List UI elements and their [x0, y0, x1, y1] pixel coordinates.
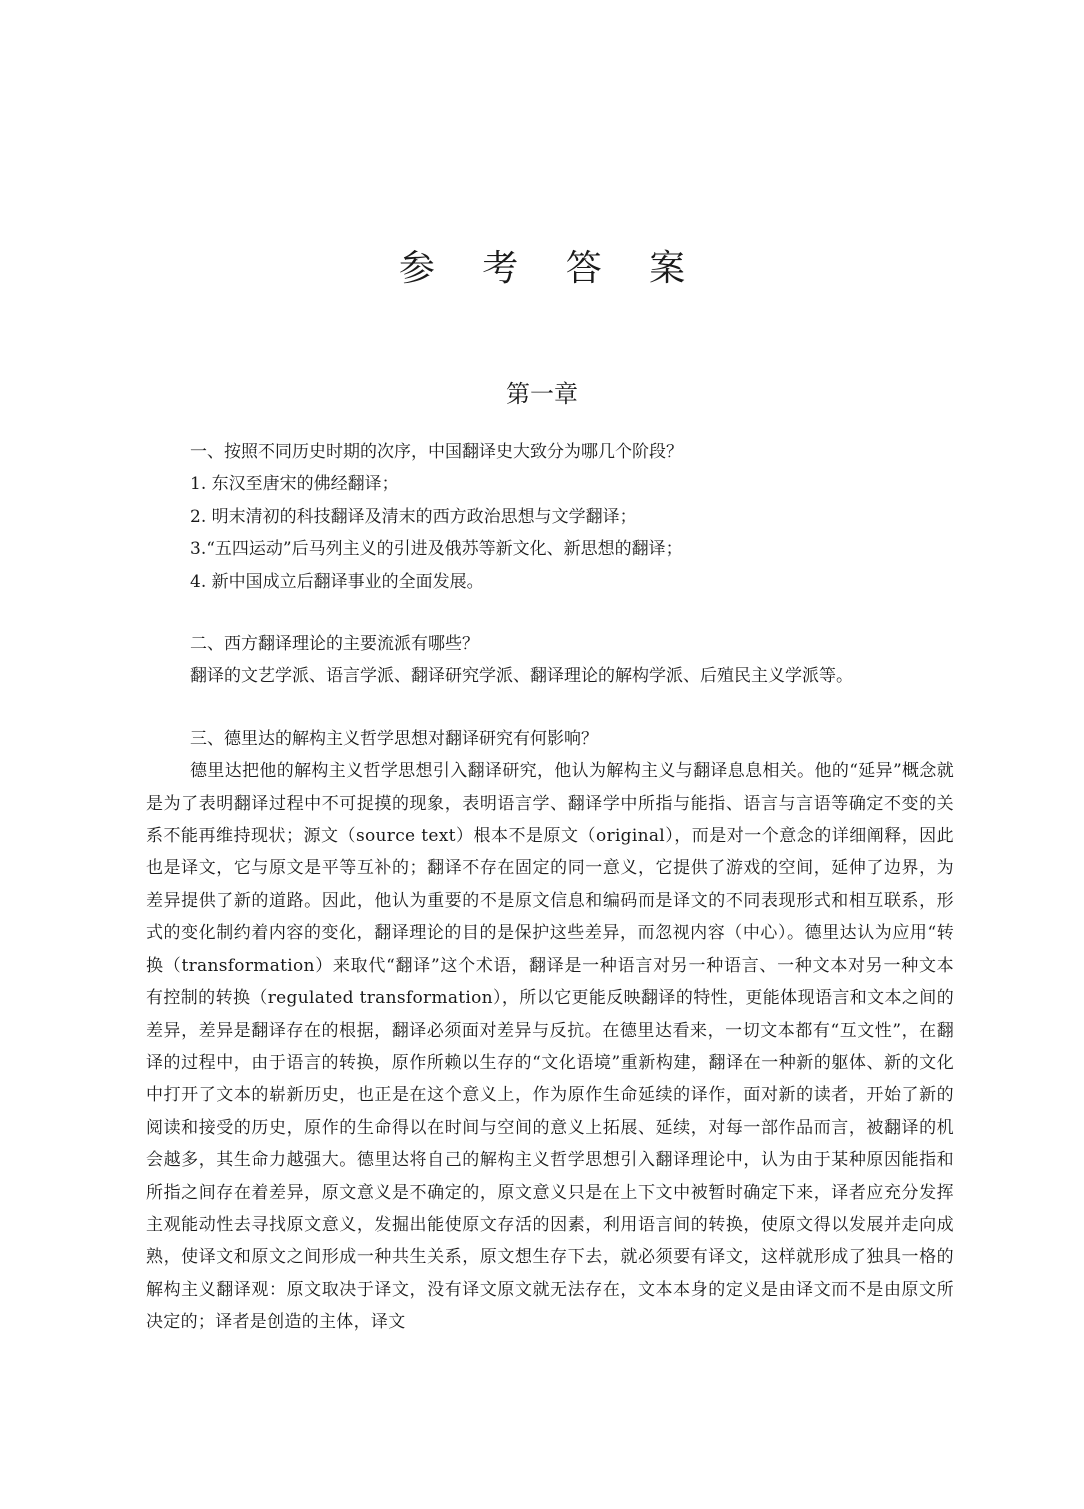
section-gap	[146, 693, 954, 723]
question-3: 三、德里达的解构主义哲学思想对翻译研究有何影响？	[190, 728, 598, 749]
chapter-title: 第一章	[506, 380, 578, 408]
answer-1-item-4: 4. 新中国成立后翻译事业的全面发展。	[190, 571, 484, 592]
answer-1-item-3: 3.“五四运动”后马列主义的引进及俄苏等新文化、新思想的翻译；	[190, 539, 683, 560]
question-2: 二、西方翻译理论的主要流派有哪些？	[190, 634, 479, 655]
answer-1-item-2: 2. 明末清初的科技翻译及清末的西方政治思想与文学翻译；	[190, 506, 637, 527]
answer-1-item-1: 1. 东汉至唐宋的佛经翻译；	[190, 474, 399, 495]
section-gap	[146, 598, 954, 628]
answer-2: 翻译的文艺学派、语言学派、翻译研究学派、翻译理论的解构学派、后殖民主义学派等。	[190, 666, 853, 687]
page-title: 参 考 答 案	[398, 248, 704, 289]
page-content	[146, 436, 954, 1339]
question-1: 一、按照不同历史时期的次序，中国翻译史大致分为哪几个阶段？	[190, 442, 683, 462]
answer-3: 德里达把他的解构主义哲学思想引入翻译研究，他认为解构主义与翻译息息相关。他的“延异”概念就是为了表明翻译过程中不可捉摸的现象，表明语言学、翻译学中所指与能指、语言与言语等确定不变的关系不能再维持现状；源文（source text）根本不是原文（original），而是对一个意念的详细阐释，因此也是译文，它与原文是平等互补的；翻译不存在固定的同一意义，它提供了游戏的空间，延伸了边界，为差异提供了新的道路。因此，他认为重要的不是原文信息和编码而是译文的不同表现形式和相互联系，形式的变化制约着内容的变化，翻译理论的目的是保护这些差异，而忽视内容（中心）。德里达认为应用“转换（transformation）来取代“翻译”这个术语，翻译是一种语言对另一种语言、一种文本对另一种文本有控制的转换（regulated transformation），所以它更能反映翻译的特性，更能体现语言和文本之间的差异，差异是翻译存在的根据，翻译必须面对差异与反抗。在德里达看来，一切文本都有“互文性”，在翻译的过程中，由于语言的转换，原作所赖以生存的“文化语境”重新构建，翻译在一种新的躯体、新的文化中打开了文本的崭新历史，也正是在这个意义上，作为原作生命延续的译作，面对新的读者，开始了新的阅读和接受的历史，原作的生命得以在时间与空间的意义上拓展、延续，对每一部作品而言，被翻译的机会越多，其生命力越强大。德里达将自己的解构主义哲学思想引入翻译理论中，认为由于某种原因能指和所指之间存在着差异，原文意义是不确定的，原文意义只是在上下文中被暂时确定下来，译者应充分发挥主观能动性去寻找原文意义，发掘出能使原文存活的因素，利用语言间的转换，使原文得以发展并走向成熟，使译文和原文之间形成一种共生关系，原文想生存下去，就必须要有译文，这样就形成了独具一格的解构主义翻译观：原文取决于译文，没有译文原文就无法存在，文本本身的定义是由译文而不是由原文所决定的；译者是创造的主体，译文	[146, 761, 954, 1333]
